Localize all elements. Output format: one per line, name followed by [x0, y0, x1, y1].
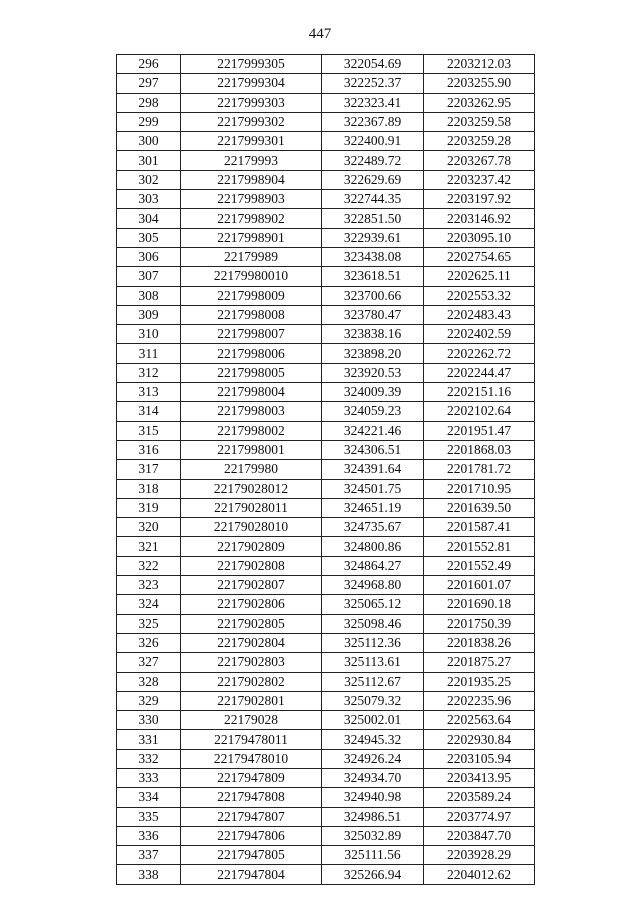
y-coordinate-cell: 2201690.18	[424, 595, 535, 614]
y-coordinate-cell: 2203237.42	[424, 170, 535, 189]
row-number-cell: 313	[117, 383, 181, 402]
coordinates-table	[116, 54, 535, 885]
table-row	[117, 132, 535, 151]
y-coordinate-cell: 2203267.78	[424, 151, 535, 170]
y-coordinate-cell: 2204012.62	[424, 865, 535, 884]
y-coordinate-cell: 2203212.03	[424, 55, 535, 74]
x-coordinate-cell: 324934.70	[322, 768, 424, 787]
row-number-cell: 318	[117, 479, 181, 498]
x-coordinate-cell: 324800.86	[322, 537, 424, 556]
point-id-cell: 2217998007	[181, 325, 322, 344]
y-coordinate-cell: 2203255.90	[424, 74, 535, 93]
table-row	[117, 788, 535, 807]
point-id-cell: 2217998005	[181, 363, 322, 382]
page-number: 447	[308, 26, 332, 42]
row-number-cell: 314	[117, 402, 181, 421]
row-number-cell: 307	[117, 267, 181, 286]
y-coordinate-cell: 2203095.10	[424, 228, 535, 247]
point-id-cell: 2217998002	[181, 421, 322, 440]
row-number-cell: 312	[117, 363, 181, 382]
point-id-cell: 22179028010	[181, 518, 322, 537]
table-row	[117, 170, 535, 189]
x-coordinate-cell: 322252.37	[322, 74, 424, 93]
table-row	[117, 383, 535, 402]
row-number-cell: 334	[117, 788, 181, 807]
point-id-cell: 2217902803	[181, 653, 322, 672]
point-id-cell: 2217902805	[181, 614, 322, 633]
x-coordinate-cell: 322054.69	[322, 55, 424, 74]
x-coordinate-cell: 323780.47	[322, 305, 424, 324]
x-coordinate-cell: 325032.89	[322, 826, 424, 845]
table-row	[117, 344, 535, 363]
y-coordinate-cell: 2203847.70	[424, 826, 535, 845]
point-id-cell: 2217998901	[181, 228, 322, 247]
table-row	[117, 460, 535, 479]
table-row	[117, 286, 535, 305]
x-coordinate-cell: 323838.16	[322, 325, 424, 344]
row-number-cell: 326	[117, 633, 181, 652]
x-coordinate-cell: 322323.41	[322, 93, 424, 112]
row-number-cell: 321	[117, 537, 181, 556]
point-id-cell: 2217998006	[181, 344, 322, 363]
table-row	[117, 55, 535, 74]
y-coordinate-cell: 2202754.65	[424, 247, 535, 266]
y-coordinate-cell: 2203197.92	[424, 190, 535, 209]
row-number-cell: 296	[117, 55, 181, 74]
table-row	[117, 595, 535, 614]
table-row	[117, 479, 535, 498]
row-number-cell: 337	[117, 846, 181, 865]
point-id-cell: 2217947807	[181, 807, 322, 826]
point-id-cell: 2217998004	[181, 383, 322, 402]
point-id-cell: 22179028012	[181, 479, 322, 498]
point-id-cell: 2217902807	[181, 576, 322, 595]
row-number-cell: 310	[117, 325, 181, 344]
point-id-cell: 2217999305	[181, 55, 322, 74]
y-coordinate-cell: 2201552.49	[424, 556, 535, 575]
y-coordinate-cell: 2202930.84	[424, 730, 535, 749]
row-number-cell: 305	[117, 228, 181, 247]
y-coordinate-cell: 2203105.94	[424, 749, 535, 768]
y-coordinate-cell: 2201868.03	[424, 440, 535, 459]
table-row	[117, 305, 535, 324]
row-number-cell: 338	[117, 865, 181, 884]
point-id-cell: 22179989	[181, 247, 322, 266]
row-number-cell: 331	[117, 730, 181, 749]
table-row	[117, 93, 535, 112]
point-id-cell: 22179980010	[181, 267, 322, 286]
x-coordinate-cell: 325112.36	[322, 633, 424, 652]
table-body	[117, 55, 535, 885]
point-id-cell: 22179478010	[181, 749, 322, 768]
x-coordinate-cell: 324864.27	[322, 556, 424, 575]
y-coordinate-cell: 2201552.81	[424, 537, 535, 556]
y-coordinate-cell: 2202102.64	[424, 402, 535, 421]
x-coordinate-cell: 324940.98	[322, 788, 424, 807]
y-coordinate-cell: 2201750.39	[424, 614, 535, 633]
x-coordinate-cell: 324306.51	[322, 440, 424, 459]
x-coordinate-cell: 322744.35	[322, 190, 424, 209]
point-id-cell: 22179993	[181, 151, 322, 170]
y-coordinate-cell: 2203589.24	[424, 788, 535, 807]
x-coordinate-cell: 325266.94	[322, 865, 424, 884]
y-coordinate-cell: 2203259.58	[424, 112, 535, 131]
point-id-cell: 2217999304	[181, 74, 322, 93]
point-id-cell: 22179980	[181, 460, 322, 479]
row-number-cell: 323	[117, 576, 181, 595]
x-coordinate-cell: 323438.08	[322, 247, 424, 266]
x-coordinate-cell: 324651.19	[322, 498, 424, 517]
x-coordinate-cell: 325002.01	[322, 711, 424, 730]
x-coordinate-cell: 324501.75	[322, 479, 424, 498]
x-coordinate-cell: 323618.51	[322, 267, 424, 286]
table-row	[117, 537, 535, 556]
y-coordinate-cell: 2203774.97	[424, 807, 535, 826]
point-id-cell: 2217947804	[181, 865, 322, 884]
y-coordinate-cell: 2201838.26	[424, 633, 535, 652]
y-coordinate-cell: 2201951.47	[424, 421, 535, 440]
row-number-cell: 308	[117, 286, 181, 305]
x-coordinate-cell: 325079.32	[322, 691, 424, 710]
x-coordinate-cell: 322367.89	[322, 112, 424, 131]
y-coordinate-cell: 2202262.72	[424, 344, 535, 363]
y-coordinate-cell: 2202402.59	[424, 325, 535, 344]
x-coordinate-cell: 324986.51	[322, 807, 424, 826]
row-number-cell: 330	[117, 711, 181, 730]
row-number-cell: 317	[117, 460, 181, 479]
x-coordinate-cell: 325111.56	[322, 846, 424, 865]
x-coordinate-cell: 322489.72	[322, 151, 424, 170]
row-number-cell: 302	[117, 170, 181, 189]
row-number-cell: 300	[117, 132, 181, 151]
x-coordinate-cell: 322400.91	[322, 132, 424, 151]
point-id-cell: 22179028	[181, 711, 322, 730]
y-coordinate-cell: 2202235.96	[424, 691, 535, 710]
row-number-cell: 304	[117, 209, 181, 228]
table-row	[117, 421, 535, 440]
table-row	[117, 576, 535, 595]
row-number-cell: 320	[117, 518, 181, 537]
y-coordinate-cell: 2201639.50	[424, 498, 535, 517]
row-number-cell: 298	[117, 93, 181, 112]
table-row	[117, 440, 535, 459]
point-id-cell: 2217999302	[181, 112, 322, 131]
row-number-cell: 301	[117, 151, 181, 170]
table-row	[117, 691, 535, 710]
table-row	[117, 711, 535, 730]
table-row	[117, 633, 535, 652]
row-number-cell: 315	[117, 421, 181, 440]
x-coordinate-cell: 324391.64	[322, 460, 424, 479]
point-id-cell: 2217902801	[181, 691, 322, 710]
x-coordinate-cell: 325065.12	[322, 595, 424, 614]
y-coordinate-cell: 2201601.07	[424, 576, 535, 595]
table-row	[117, 247, 535, 266]
x-coordinate-cell: 322851.50	[322, 209, 424, 228]
y-coordinate-cell: 2201935.25	[424, 672, 535, 691]
y-coordinate-cell: 2201781.72	[424, 460, 535, 479]
y-coordinate-cell: 2202553.32	[424, 286, 535, 305]
table-row	[117, 228, 535, 247]
x-coordinate-cell: 323700.66	[322, 286, 424, 305]
y-coordinate-cell: 2203928.29	[424, 846, 535, 865]
row-number-cell: 299	[117, 112, 181, 131]
point-id-cell: 2217999301	[181, 132, 322, 151]
y-coordinate-cell: 2202244.47	[424, 363, 535, 382]
point-id-cell: 2217998009	[181, 286, 322, 305]
y-coordinate-cell: 2201875.27	[424, 653, 535, 672]
point-id-cell: 2217902802	[181, 672, 322, 691]
x-coordinate-cell: 324059.23	[322, 402, 424, 421]
row-number-cell: 324	[117, 595, 181, 614]
row-number-cell: 303	[117, 190, 181, 209]
point-id-cell: 2217902808	[181, 556, 322, 575]
y-coordinate-cell: 2202151.16	[424, 383, 535, 402]
table-row	[117, 151, 535, 170]
y-coordinate-cell: 2202563.64	[424, 711, 535, 730]
x-coordinate-cell: 325112.67	[322, 672, 424, 691]
row-number-cell: 329	[117, 691, 181, 710]
x-coordinate-cell: 325098.46	[322, 614, 424, 633]
point-id-cell: 2217902804	[181, 633, 322, 652]
y-coordinate-cell: 2201587.41	[424, 518, 535, 537]
table-row	[117, 807, 535, 826]
table-row	[117, 112, 535, 131]
row-number-cell: 297	[117, 74, 181, 93]
point-id-cell: 2217998008	[181, 305, 322, 324]
point-id-cell: 2217947809	[181, 768, 322, 787]
row-number-cell: 335	[117, 807, 181, 826]
point-id-cell: 2217998903	[181, 190, 322, 209]
x-coordinate-cell: 322629.69	[322, 170, 424, 189]
point-id-cell: 2217902809	[181, 537, 322, 556]
row-number-cell: 333	[117, 768, 181, 787]
point-id-cell: 2217999303	[181, 93, 322, 112]
y-coordinate-cell: 2202625.11	[424, 267, 535, 286]
x-coordinate-cell: 323898.20	[322, 344, 424, 363]
x-coordinate-cell: 322939.61	[322, 228, 424, 247]
point-id-cell: 2217998902	[181, 209, 322, 228]
table-row	[117, 653, 535, 672]
y-coordinate-cell: 2203146.92	[424, 209, 535, 228]
table-row	[117, 865, 535, 884]
row-number-cell: 319	[117, 498, 181, 517]
table-row	[117, 672, 535, 691]
table-row	[117, 768, 535, 787]
x-coordinate-cell: 324945.32	[322, 730, 424, 749]
point-id-cell: 22179028011	[181, 498, 322, 517]
row-number-cell: 322	[117, 556, 181, 575]
row-number-cell: 306	[117, 247, 181, 266]
table-row	[117, 749, 535, 768]
point-id-cell: 2217998003	[181, 402, 322, 421]
y-coordinate-cell: 2203413.95	[424, 768, 535, 787]
row-number-cell: 332	[117, 749, 181, 768]
table-row	[117, 846, 535, 865]
table-row	[117, 325, 535, 344]
table-row	[117, 363, 535, 382]
table-row	[117, 209, 535, 228]
x-coordinate-cell: 324968.80	[322, 576, 424, 595]
table-row	[117, 826, 535, 845]
row-number-cell: 328	[117, 672, 181, 691]
row-number-cell: 325	[117, 614, 181, 633]
table-row	[117, 402, 535, 421]
table-row	[117, 190, 535, 209]
point-id-cell: 2217947808	[181, 788, 322, 807]
table-row	[117, 518, 535, 537]
point-id-cell: 2217947806	[181, 826, 322, 845]
x-coordinate-cell: 325113.61	[322, 653, 424, 672]
row-number-cell: 309	[117, 305, 181, 324]
y-coordinate-cell: 2201710.95	[424, 479, 535, 498]
row-number-cell: 311	[117, 344, 181, 363]
table-row	[117, 74, 535, 93]
x-coordinate-cell: 323920.53	[322, 363, 424, 382]
table-row	[117, 614, 535, 633]
x-coordinate-cell: 324221.46	[322, 421, 424, 440]
row-number-cell: 327	[117, 653, 181, 672]
row-number-cell: 336	[117, 826, 181, 845]
table-row	[117, 498, 535, 517]
table-row	[117, 556, 535, 575]
point-id-cell: 2217947805	[181, 846, 322, 865]
point-id-cell: 2217998904	[181, 170, 322, 189]
y-coordinate-cell: 2203259.28	[424, 132, 535, 151]
y-coordinate-cell: 2202483.43	[424, 305, 535, 324]
table-row	[117, 267, 535, 286]
point-id-cell: 22179478011	[181, 730, 322, 749]
x-coordinate-cell: 324926.24	[322, 749, 424, 768]
x-coordinate-cell: 324735.67	[322, 518, 424, 537]
x-coordinate-cell: 324009.39	[322, 383, 424, 402]
y-coordinate-cell: 2203262.95	[424, 93, 535, 112]
table-row	[117, 730, 535, 749]
point-id-cell: 2217902806	[181, 595, 322, 614]
row-number-cell: 316	[117, 440, 181, 459]
point-id-cell: 2217998001	[181, 440, 322, 459]
